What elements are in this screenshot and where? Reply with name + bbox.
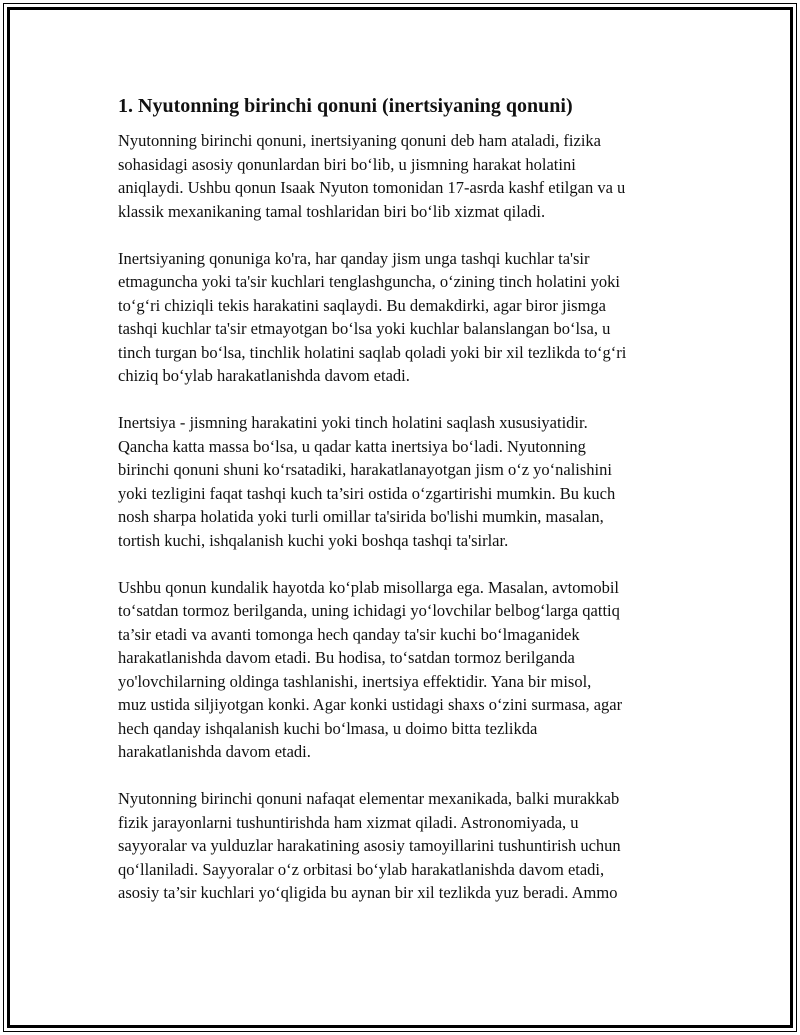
text-line: asosiy ta’sir kuchlari yo‘qligida bu aynan bir xil tezlikda yuz beradi. Ammo xyxy=(118,883,618,902)
text-line: Qancha katta massa bo‘lsa, u qadar katta inertsiya bo‘ladi. Nyutonning xyxy=(118,436,586,456)
text-line: aniqlaydi. Ushbu qonun Isaak Nyuton tomonidan 17-asrda kashf etilgan va u xyxy=(118,178,626,197)
text-line: to‘satdan tormoz berilganda, uning ichidagi yo‘lovchilar belbog‘larga qattiq xyxy=(118,601,620,620)
text-line: ta’sir etadi va avanti tomonga hech qanday ta'sir kuchi bo‘lmaganidek xyxy=(118,624,580,644)
text-line: Inertsiyaning qonuniga ko'ra, har qanday jism unga tashqi kuchlar ta'sir xyxy=(118,248,590,268)
text-line: tortish kuchi, ishqalanish kuchi yoki boshqa tashqi ta'sirlar. xyxy=(118,530,509,550)
text-line: Inertsiya - jismning harakatini yoki tinch holatini saqlash xususiyatidir. xyxy=(118,413,588,432)
text-line: fizik jarayonlarni tushuntirishda ham xizmat qiladi. Astronomiyada, u xyxy=(118,812,579,832)
paragraph xyxy=(118,247,698,388)
text-line: harakatlanishda davom etadi. xyxy=(118,742,311,761)
paragraph xyxy=(118,411,698,552)
paragraph xyxy=(118,787,698,905)
text-line: Ushbu qonun kundalik hayotda ko‘plab misollarga ega. Masalan, avtomobil xyxy=(118,577,620,597)
text-line: etmaguncha yoki ta'sir kuchlari tenglashguncha, o‘zining tinch holatini yoki xyxy=(118,272,620,291)
text-line: sohasidagi asosiy qonunlardan biri bo‘lib, u jismning harakat holatini xyxy=(118,154,576,174)
text-line: birinchi qonuni shuni ko‘rsatadiki, harakatlanayotgan jism o‘z yo‘nalishini xyxy=(118,460,612,479)
text-line: yoki tezligini faqat tashqi kuch ta’siri ostida o‘zgartirishi mumkin. Bu kuch xyxy=(118,483,616,503)
paragraph xyxy=(118,129,698,223)
text-line: hech qanday ishqalanish kuchi bo‘lmasa, u doimo bitta tezlikda xyxy=(118,718,538,738)
text-line: tashqi kuchlar ta'sir etmayotgan bo‘lsa yoki kuchlar balanslangan bo‘lsa, u xyxy=(118,319,611,338)
paragraph xyxy=(118,576,698,764)
text-line: nosh sharpa holatida yoki turli omillar ta'sirida bo'lishi mumkin, masalan, xyxy=(118,507,604,526)
text-line: qo‘llaniladi. Sayyoralar o‘z orbitasi bo‘ylab harakatlanishda davom etadi, xyxy=(118,859,605,879)
text-line: to‘g‘ri chiziqli tekis harakatini saqlaydi. Bu demakdirki, agar biror jismga xyxy=(118,295,606,315)
document-body xyxy=(118,93,698,928)
text-line: chiziq bo‘ylab harakatlanishda davom etadi. xyxy=(118,366,410,385)
text-line: klassik mexanikaning tamal toshlaridan biri bo‘lib xizmat qiladi. xyxy=(118,201,546,221)
section-heading: 1. Nyutonning birinchi qonuni (inertsiyaning qonuni) xyxy=(118,95,573,117)
paragraph-list xyxy=(118,129,698,905)
text-line: muz ustida siljiyotgan konki. Agar konki ustidagi shaxs o‘zini surmasa, agar xyxy=(118,695,623,714)
text-line: sayyoralar va yulduzlar harakatining asosiy tamoyillarini tushuntirish uchun xyxy=(118,836,621,855)
text-line: yo'lovchilarning oldinga tashlanishi, inertsiya effektidir. Yana bir misol, xyxy=(118,671,592,691)
text-line: Nyutonning birinchi qonuni nafaqat elementar mexanikada, balki murakkab xyxy=(118,789,620,808)
text-line: harakatlanishda davom etadi. Bu hodisa, to‘satdan tormoz berilganda xyxy=(118,648,575,667)
text-line: tinch turgan bo‘lsa, tinchlik holatini saqlab qoladi yoki bir xil tezlikda to‘g‘ri xyxy=(118,342,627,362)
text-line: Nyutonning birinchi qonuni, inertsiyaning qonuni deb ham ataladi, fizika xyxy=(118,131,601,150)
